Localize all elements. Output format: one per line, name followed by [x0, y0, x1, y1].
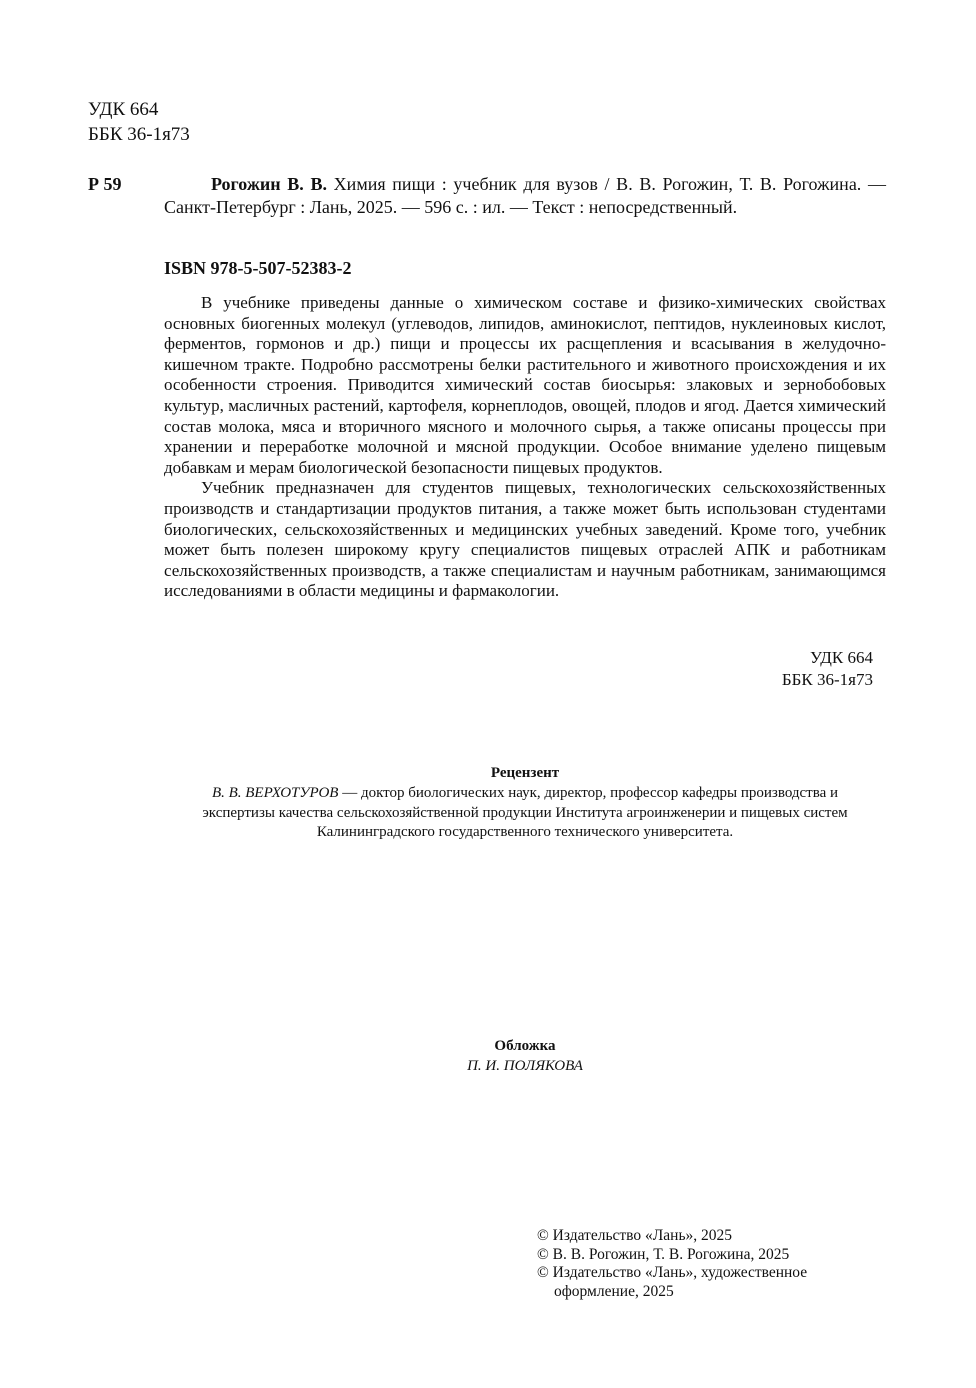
bibliographic-record [164, 173, 886, 219]
udk-code: УДК 664 [809, 648, 873, 667]
cover-heading: Обложка [494, 1038, 556, 1054]
copyright-line: © Издательство «Лань», художественное [537, 1264, 808, 1281]
author-sign: Р 59 [88, 174, 122, 194]
copyright-block [537, 1227, 857, 1301]
reviewer-line: экспертизы качества сельскохозяйственной продукции Института агроинженерии и пищевых систем [202, 804, 848, 821]
reviewer-line: — доктор биологических наук, директор, профессор кафедры производства и [338, 785, 839, 801]
classification-codes-top [88, 97, 190, 147]
copyright-line: оформление, 2025 [554, 1282, 674, 1300]
reviewer-heading: Рецензент [490, 765, 560, 781]
reviewer-info [150, 784, 900, 843]
author-name: Рогожин В. В. [211, 174, 327, 194]
abstract-paragraph: В учебнике приведены данные о химическом составе и физико-химических свойствах основных биогенных молекул (углеводов, липидов, аминокислот, пептидов, нуклеиновых кислот, ферментов, гормонов и др.) пищи и процессы их расщепления и всасывания в желудочно-кишечном тракте. Подробно рассмотрены белки растительного и животного происхождения и их особенности строения. Приводится химический состав биосырья: злаковых и зернобобовых культур, масличных растений, картофеля, корнеплодов, овощей, плодов и ягод. Дается химический состав молока, мяса и вторичного мясного и молочного сырья, а также описаны процессы при хранении и переработке молочной и мясной продукции. Особое внимание уделено пищевым добавкам и мерам биологической безопасности пищевых продуктов. [164, 293, 886, 477]
isbn: ISBN 978-5-507-52383-2 [164, 258, 352, 278]
copyright-line: © В. В. Рогожин, Т. В. Рогожина, 2025 [537, 1245, 790, 1263]
abstract [164, 293, 886, 602]
bibliographic-details: Химия пищи : учебник для вузов / В. В. Рогожин, Т. В. Рогожина. — Санкт-Петербург : Лань, 2025. — 596 с. : ил. — Текст : непосредственный. [164, 174, 886, 217]
reviewer-name: В. В. ВЕРХОТУРОВ [211, 785, 339, 801]
cover-designer: П. И. ПОЛЯКОВА [467, 1058, 583, 1074]
abstract-paragraph: Учебник предназначен для студентов пищевых, технологических сельскохозяйственных производств и стандартизации продуктов питания, а также может быть использован студентами биологических, сельскохозяйственных и медицинских учебных заведений. Кроме того, учебник может быть полезен широкому кругу специалистов пищевых отраслей АПК и работникам сельскохозяйственных производств, а также специалистам и научным работникам, занимающимся исследованиями в области медицины и фармакологии. [164, 478, 886, 601]
bbk-code: ББК 36-1я73 [88, 124, 190, 145]
reviewer-line: Калининградского государственного технического университета. [316, 824, 734, 840]
copyright-line: © Издательство «Лань», 2025 [537, 1227, 733, 1244]
classification-codes-bottom [782, 647, 873, 691]
bbk-code: ББК 36-1я73 [781, 670, 873, 689]
udk-code: УДК 664 [88, 99, 159, 120]
